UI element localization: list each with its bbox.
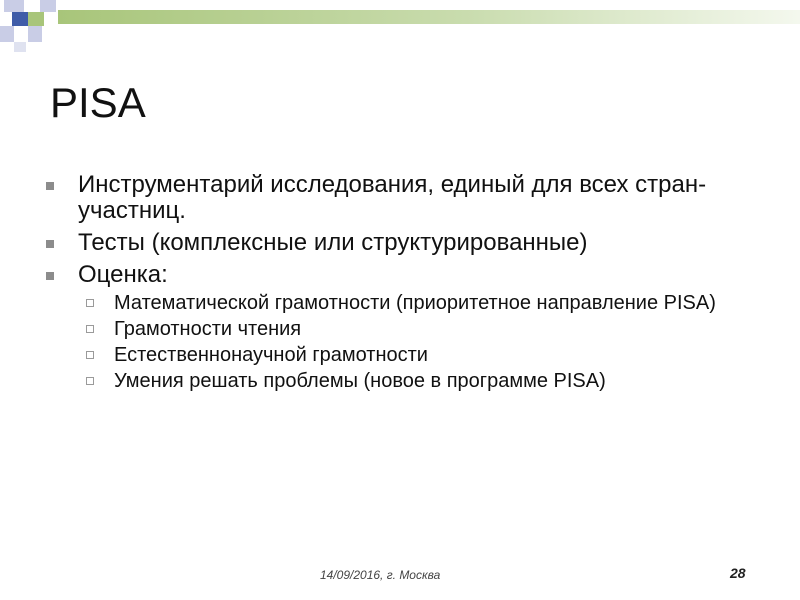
slide-title: PISA bbox=[50, 79, 146, 126]
hollow-square-bullet-icon bbox=[86, 377, 94, 385]
decor-square bbox=[40, 0, 56, 12]
hollow-square-bullet-icon bbox=[86, 299, 94, 307]
sub-bullet-text: Естественнонаучной грамотности bbox=[114, 344, 428, 366]
footer-date-location: 14/09/2016, г. Москва bbox=[320, 568, 441, 582]
bullet-text: Инструментарий исследования, единый для всех стран-участниц. bbox=[78, 171, 707, 224]
sub-bullet-item bbox=[78, 292, 770, 314]
hollow-square-bullet-icon bbox=[86, 351, 94, 359]
sub-bullet-text: Математической грамотности (приоритетное направление PISA) bbox=[114, 292, 716, 314]
decor-square bbox=[24, 0, 40, 12]
decor-square bbox=[0, 26, 14, 42]
square-bullet-icon bbox=[46, 272, 54, 280]
sub-bullet-item bbox=[78, 344, 770, 366]
sub-bullet-text: Грамотности чтения bbox=[114, 318, 302, 340]
square-bullet-icon bbox=[46, 182, 54, 190]
sub-bullet-text: Умения решать проблемы (новое в программе PISA) bbox=[114, 370, 606, 392]
bullet-text: Тесты (комплексные или структурированные) bbox=[78, 229, 588, 256]
bullet-item bbox=[40, 262, 770, 392]
bullet-item bbox=[40, 172, 770, 224]
sub-bullet-item bbox=[78, 370, 770, 392]
decor-square bbox=[14, 42, 26, 52]
bullet-text: Оценка: bbox=[78, 261, 168, 288]
bullet-item bbox=[40, 230, 770, 256]
header-decoration bbox=[0, 0, 800, 60]
sub-bullet-item bbox=[78, 318, 770, 340]
decor-square bbox=[4, 0, 24, 12]
sub-bullet-list bbox=[78, 292, 770, 392]
decor-square bbox=[28, 26, 42, 42]
bullet-list bbox=[40, 172, 770, 398]
hollow-square-bullet-icon bbox=[86, 325, 94, 333]
page-number: 28 bbox=[730, 565, 746, 581]
header-gradient-bar bbox=[58, 10, 800, 24]
square-bullet-icon bbox=[46, 240, 54, 248]
decor-square bbox=[28, 12, 44, 26]
decor-square bbox=[12, 12, 28, 26]
